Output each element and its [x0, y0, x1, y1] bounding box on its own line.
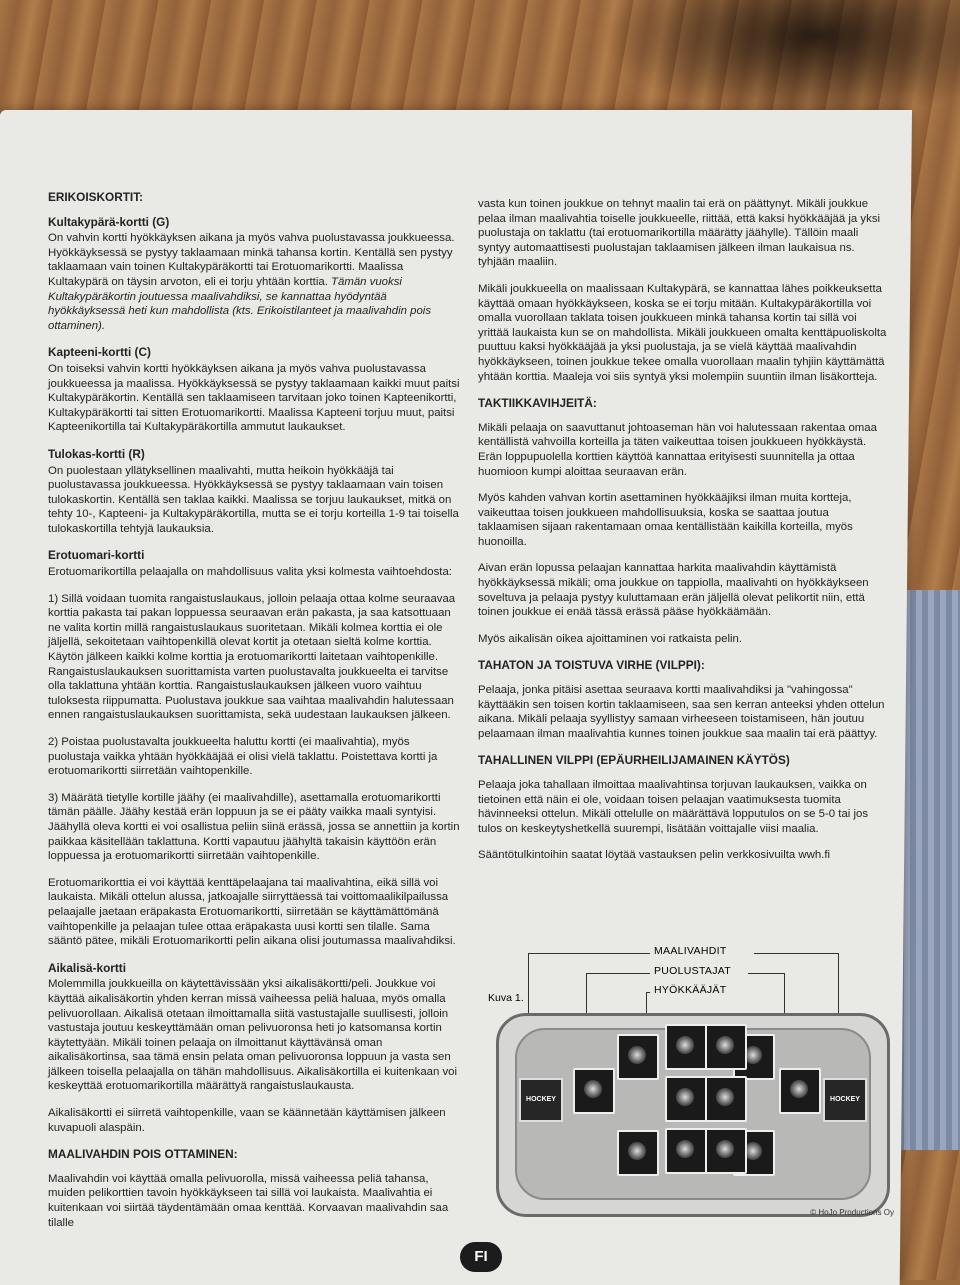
label-defense: PUOLUSTAJAT: [654, 965, 732, 977]
rink: [515, 1028, 871, 1200]
tulokas-text: On puolestaan yllätyksellinen maalivahti, mutta heikoin hyökkääjä tai puolustavassa joukkueessa. Hyökkäyksessä se pystyy taklaamaan vain toisen tulokaskortin. Kentällä sen taklaa kaikki. Maalissa se torjuu laukaukset, mitkä on tehty 10-, Kapteeni- ja Kultakypäräkortilla, mutta se ei torju korteilla 1-9 tai toisella tulokaskortilla tehtyjä laukauksia.: [48, 464, 459, 535]
defense-card: [617, 1034, 659, 1080]
label-goalies: MAALIVAHDIT: [654, 945, 727, 957]
leader-line: [528, 953, 650, 954]
figure-caption: Kuva 1.: [488, 992, 524, 1004]
forward-card: [705, 1024, 747, 1070]
erotuomari-option-1: 1) Sillä voidaan tuomita rangaistuslaukaus, jolloin pelaaja ottaa kolme seuraavaa korttia pakasta tai pakan loppuessa seuraavan erän pakasta, ja saa katsottuaan ne valita kortin millä rangaistuslaukaus suoritetaan. Mikäli kolmea korttia ei ole jäljellä, sekoitetaan vaihtopenkillä olevat kortit ja otetaan sieltä kolme korttia. Käytön jälkeen kaikki kolme korttia ja erotuomarikortti laitetaan vaihtopenkille. Rangaistuslaukauksen suorittamista varten puolustavalta joukkueelta ei tarvitse olla taklattuna yhtään korttia. Rangaistuslaukauksen jälkeen vuoro vaihtuu tuloksesta riippumatta. Puolustava joukkue saa vaihtaa maalivahdin halutessaan ennen rangaistuslaukauksen suorittamista, sekä uudestaan laukauksen jälkeen.: [48, 592, 456, 722]
aikalisa-text: Molemmilla joukkueilla on käytettävissään yksi aikalisäkortti/peli. Joukkue voi käyttää aikalisäkortin yhden kerran missä vaiheessa peliä haluaa, myös omalla pelivuorollaan. Aikalisä otetaan ilmoittamalla siitä vastustajalle suullisesti, jolloin vastustaja joutuu keskeyttämään oman pelivuoronsa heti jo katsomansa kortin käytettyään. Mikäli toinen pelaaja on ilmoittanut käyttävänsä oman aikalisäkortinsa, saa tämä ensin pelata oman pelivuoronsa loppuun ja vasta sen jälkeen toisella pelaajalla on tähän mahdollisuus. Aikalisäkortilla ei kuitenkaan voi keskeyttää erotuomarikortilla määrättyä rangaistuslaukausta.: [48, 978, 458, 1093]
erotuomari-title: Erotuomari-kortti: [48, 548, 145, 563]
tahallinen-title: TAHALLINEN VILPPI (EPÄURHEILIJAMAINEN KÄYTÖS): [478, 753, 790, 768]
taktiikka-paragraph-4: Myös aikalisän oikea ajoittaminen voi ratkaista pelin.: [478, 632, 743, 645]
kultakypara-text: On vahvin kortti hyökkäyksen aikana ja myös vahva puolustavassa joukkueessa. Hyökkäyksessä se pystyy taklaamaan minkä tahansa kortin. Kentällä sen pystyy taklaamaan vain toinen Kultakypäräkortti tai Erotuomarikortti. Maalissa Kultakypärä on täysin arvoton, eli ei torju yhtään korttia.: [48, 232, 455, 288]
kultakypara-paragraph: [48, 231, 464, 333]
continued-text: vasta kun toinen joukkue on tehnyt maalin tai erä on päättynyt. Mikäli joukkue pelaa ilman maalivahtia toiselle joukkueelle, riittää, että kaksi hyökkääjää ja yksi puolustaja on taklattu (tai erotuomarikortilla määrätty jäähylle). Tällöin maali syntyy automaattisesti puolustajan taklaamisen jälkeen ilman laukaisua ns. tyhjään maaliin.: [478, 198, 881, 269]
forward-card: [705, 1128, 747, 1174]
deck-card-right: HOCKEY: [823, 1078, 867, 1122]
left-column: [48, 190, 464, 1242]
tahaton-title: TAHATON JA TOISTUVA VIRHE (VILPPI):: [478, 658, 705, 673]
deck-card-left: HOCKEY: [519, 1078, 563, 1122]
right-column: [478, 197, 888, 875]
taktiikka-paragraph-3: Aivan erän lopussa pelaajan kannattaa harkita maalivahdin käyttämistä hyökkäyksessä mikäli; oma joukkue on tappiolla, maalivahti on hyökkäykseen soveltuva ja pelaaja pystyy kuluttamaan erän jäljellä olevat pelikortit niin, että toinen joukkue ei enää tässä erässä pääse hyökkäämään.: [478, 562, 869, 619]
figure-game-table: [486, 945, 896, 1215]
taktiikka-paragraph-1: Mikäli pelaaja on saavuttanut johtoaseman hän voi halutessaan rakentaa omaa kentällistä vahvoilla korteilla ja täten vaikeuttaa toisen joukkueen hyökkäystä. Erän loppupuolella korttien käyttöä kannattaa erityisesti suunnitella ja ottaa huomioon kumpi aloittaa seuraavan erän.: [478, 421, 877, 478]
kapteeni-title: Kapteeni-kortti (C): [48, 345, 151, 360]
game-table: [496, 1013, 890, 1217]
leader-line: [748, 973, 784, 974]
forward-card: [705, 1076, 747, 1122]
copyright: © HoJo Productions Oy: [810, 1208, 894, 1217]
leader-line: [586, 973, 650, 974]
taktiikka-paragraph-2: Myös kahden vahvan kortin asettaminen hyökkääjiksi ilman muita kortteja, vaikeuttaa toisen joukkueen mahdollisuuksia, koska se saattaa joutua taklaamisen sijaan rakentamaan omaa kentällistään kaikilla korteilla, myös huonoilla.: [478, 492, 853, 548]
forward-card: [665, 1024, 707, 1070]
kultakypara-italic-note: Tämän vuoksi Kultakypäräkortin joutuessa maalivahdiksi, se kannattaa hyödyntää hyökkäyksessä heti kun mahdollista (kts. Erikoistilanteet ja maalivahdin pois ottaminen).: [48, 275, 432, 332]
goalie-card: [779, 1068, 821, 1114]
taktiikka-title: TAKTIIKKAVIHJEITÄ:: [478, 396, 597, 411]
leader-line: [754, 953, 838, 954]
shadow: [600, 0, 960, 120]
forward-card: [665, 1076, 707, 1122]
erotuomari-intro: Erotuomarikortilla pelaajalla on mahdollisuus valita yksi kolmesta vaihtoehdosta:: [48, 566, 452, 579]
defense-card: [617, 1130, 659, 1176]
maalivahti-text: Maalivahdin voi käyttää omalla pelivuorolla, missä vaiheessa peliä tahansa, muiden pelikorttien tavoin hyökkäykseen tai sillä voi laukaista. Maalivahtia ei kuitenkaan voi siirtää täydentämään omaa kenttää. Korvaavan maalivahdin saa tilalle: [48, 1172, 449, 1229]
kultakypara-goal-text: Mikäli joukkueella on maalissaan Kultakypärä, se kannattaa lähes poikkeuksetta käyttää omaan hyökkäykseen, koska se ei torju mitään. Kultakypäräkortilla voi omalla vuorollaan taklata toisen joukkueen minkä tahansa kortin tai sillä voi yrittää laukaista kun se on mahdollista. Mikäli joukkueen omalta kenttäpuoliskolta puuttuu kaksi hyökkääjää ja yksi puolustaja, ja se vielä käyttää maalivahdin hyökkäykseen, toinen joukkue tekee omalla vuorollaan maalin tyhjiin käyttämättä yhtään korttia. Maaleja voi siis syntyä yksi molempiin suuntiin ilman lisäkortteja.: [478, 282, 887, 383]
kultakypara-title: Kultakypärä-kortti (G): [48, 214, 170, 229]
tahaton-text: Pelaaja, jonka pitäisi asettaa seuraava kortti maalivahdiksi ja "vahingossa" käyttääkin sen toisen kortin taklaamiseen, saa sen kerran anteeksi yhden ottelun aikana. Mikäli pelaaja syyllistyy samaan virheeseen toistamiseen, hän joutuu pelaamaan ilman maalivahtia kunnes toinen joukkue saa maalin tai erä päättyy.: [478, 684, 885, 740]
maalivahti-title: MAALIVAHDIN POIS OTTAMINEN:: [48, 1147, 238, 1162]
aikalisa-title: Aikalisä-kortti: [48, 960, 127, 975]
page-number-badge: FI: [460, 1242, 502, 1272]
goalie-card: [573, 1068, 615, 1114]
tahallinen-text: Pelaaja joka tahallaan ilmoittaa maalivahtinsa torjuvan laukauksen, vaikka on tietoinen että näin ei ole, voidaan toisen pelaajan vaatimuksesta tuomita hävinneeksi ottelun. Mikäli ottelulle on määrättävä lopputulos on se 5-0 tai jos tulos on keskeytyshetkellä suurempi, lisätään voittajalle viisi maalia.: [478, 779, 869, 835]
forward-card: [665, 1128, 707, 1174]
label-forwards: HYÖKKÄÄJÄT: [654, 984, 727, 996]
aikalisa-text-2: Aikalisäkortti ei siirretä vaihtopenkille, vaan se käännetään käyttämisen jälkeen kuvapuoli alaspäin.: [48, 1107, 446, 1134]
section-heading-erikoiskortit: ERIKOISKORTIT:: [48, 190, 144, 204]
kapteeni-text: On toiseksi vahvin kortti hyökkäyksen aikana ja myös vahva puolustavassa joukkueessa ja maalissa. Hyökkäyksessä se pystyy taklaamaan kaikki muut paitsi Kultakypäräkortin. Kentällä sen taklaamiseen tarvitaan joko toinen Kapteenikortti, Kultakypäräkortti tai sitten Erotuomarikortti. Maalissa Kapteeni torjuu muut, paitsi Kapteenikortilla tai Kultakypäräkortilla ammutut laukaukset.: [48, 362, 460, 434]
erotuomari-option-2: 2) Poistaa puolustavalta joukkueelta haluttu kortti (ei maalivahtia), myös puolustaja vaikka yhtään hyökkääjää ei olisi vielä taklattu. Poistettava kortti ja erotuomarikortti siirretään vaihtopenkille.: [48, 736, 438, 778]
tulokas-title: Tulokas-kortti (R): [48, 446, 145, 461]
erotuomari-option-3: 3) Määrätä tietylle kortille jäähy (ei maalivahdille), asettamalla erotuomarikortti tämän päälle. Jäähy kestää erän loppuun ja se ei pääty vaikka maali syntyisi. Jäähyllä oleva kortti ei voi osallistua peliin siinä erässä, jossa se annettiin ja kortin paikkaa käsitellään taklattuna. Kortti vapautuu jäähyltä takaisin käyttöön erän loppuessa ja erotuomarikortti siirretään vaihtopenkille.: [48, 791, 460, 863]
website-note: Sääntötulkintoihin saatat löytää vastauksen pelin verkkosivuilta wwh.fi: [478, 849, 831, 862]
erotuomari-rules: Erotuomarikorttia ei voi käyttää kenttäpelaajana tai maalivahtina, eikä sillä voi laukaista. Mikäli ottelun alussa, jatkoajalle siirryttäessä tai voittomaalikilpailussa pelaajalle jaetaan eräpakasta Erotuomarikortti, siirretään se käyttämättömänä vaihtopenkille ja pelaajan tulee ottaa eräpakasta uusi kortti sen tilalle. Sama sääntö pätee, mikäli Erotuomarikortti pelin aikana olisi joutumassa maalivahdiksi.: [48, 876, 456, 948]
